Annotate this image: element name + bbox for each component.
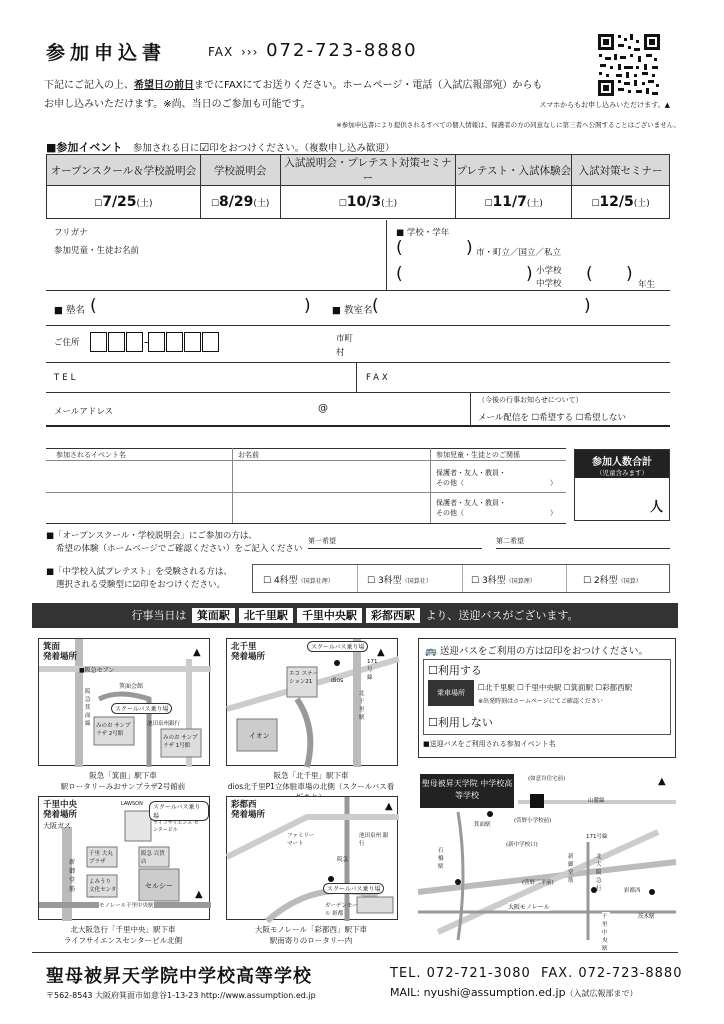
intro-bold: 希望日の前日 (134, 80, 194, 91)
bus-stop-label: スクールバス乗り場 (149, 801, 209, 821)
no-use-label: 利用しない (437, 716, 493, 729)
notice-label: （今後の行事お知らせについて） (478, 396, 583, 404)
checkbox-icon[interactable]: ☐ (210, 199, 220, 209)
grade-field[interactable] (596, 264, 626, 284)
city-options: 市・町立／国立／私立 (476, 248, 562, 258)
count-sub: （児童含みます） (596, 469, 648, 477)
events-table (46, 154, 670, 219)
tel-field[interactable] (96, 366, 346, 388)
city-town-label: 市町 (336, 334, 354, 344)
checkmark-icon: ☑ (132, 580, 141, 590)
event-col-header: 入試説明会・プレテスト対策セミナー (280, 155, 456, 186)
map-minoh (38, 638, 210, 766)
caption-1: 阪急「北千里」駅下車 (273, 771, 349, 780)
north-arrow-icon: ▲ (193, 647, 201, 658)
map-tag (231, 642, 265, 662)
map-label: モノレール千里中央駅 (99, 903, 154, 909)
use-label: 利用する (437, 664, 482, 677)
pretest-option-label: 4科型 (273, 576, 298, 586)
email-domain-field[interactable] (332, 398, 462, 420)
map-label: 阪急 (337, 857, 349, 863)
bus-panel (418, 638, 676, 758)
tel-label: TEL (54, 373, 79, 383)
map-label: イオン (249, 732, 270, 740)
map-tag-2: 発着場所 (231, 810, 266, 820)
postal-digit-box[interactable] (166, 332, 183, 352)
caption-1: 阪急「箕面」駅下車 (89, 771, 157, 780)
pretest-line: ■「中学校入試プレテスト」を受験される方は、 (46, 567, 232, 577)
participant-event-field[interactable] (50, 494, 228, 522)
footer-address: 〒562-8543 大阪府箕面市如意谷1-13-23 http://www.assumption.ed.jp (46, 991, 316, 1000)
postal-digit-box[interactable] (90, 332, 107, 352)
school-label: 聖母被昇天学院 中学校高等学校 (420, 774, 514, 808)
checkbox-icon[interactable]: ☐ (478, 683, 485, 692)
privacy-note: ※参加申込書により提供されるすべての個人情報は、保護者の方の同意なしに第三者へ公開することはございません。 (336, 121, 680, 129)
map-label: 北千里駅 (359, 691, 365, 721)
checkbox-icon[interactable]: ☐ (471, 576, 480, 586)
footer-mail-label: MAIL: (390, 986, 421, 999)
furigana-label: フリガナ (54, 228, 88, 238)
fax-label: FAX (208, 45, 234, 59)
email-label: メールアドレス (54, 407, 114, 417)
paren-open: ( (90, 296, 97, 316)
event-dow: (土) (253, 199, 270, 209)
map-label: dios (331, 677, 344, 684)
at-sign: @ (318, 403, 328, 414)
bus-bar (32, 603, 678, 628)
pretest-option-sub: （国算社理） (297, 578, 334, 585)
footer-mail (390, 986, 638, 999)
map-label: 箕面会館 (119, 683, 144, 690)
fax-number: 072-723-8880 (266, 40, 418, 61)
footer-mail-note: （入試広報部まで） (565, 989, 638, 998)
map-label: 新御堂筋 (69, 859, 76, 893)
paren-close: ) (626, 264, 633, 284)
event-checkbox-cell[interactable] (280, 186, 456, 219)
boarding-label: 乗車場所 (428, 680, 474, 706)
map-tag (43, 800, 77, 820)
postal-digit-box[interactable] (126, 332, 143, 352)
pretest-line: 選択される受験型に (56, 580, 133, 590)
first-choice-field[interactable] (308, 536, 482, 549)
map-label: 千里中央駅 (602, 912, 610, 952)
station-badge: 千里中央駅 (297, 608, 362, 623)
open-school-line: 希望の体験（ホームページでご確認ください）をご記入ください (56, 544, 303, 554)
map-label: 阪急 百貨店 (141, 851, 165, 865)
map-label: 171号線 (367, 659, 378, 681)
boarding-options (478, 682, 632, 693)
map-tag (231, 800, 265, 820)
map-tag-1: 彩都西 (231, 800, 257, 810)
caption-1: 北大阪急行「千里中央」駅下車 (70, 925, 176, 934)
event-dow: (土) (526, 199, 543, 209)
pretest-option-label: 2科型 (593, 576, 618, 586)
classroom-field[interactable] (382, 298, 582, 318)
map-label: 171号線 (586, 834, 608, 840)
map-label: 箕面駅 (474, 822, 491, 828)
bus-note: ※出発時刻はホームページにてご確認ください (478, 698, 603, 705)
postal-code-boxes[interactable] (90, 331, 220, 352)
map-label: (如意谷住宅前) (528, 776, 566, 782)
map-tag-2: 発着場所 (43, 652, 78, 662)
checkbox-icon[interactable]: ☐ (563, 683, 571, 692)
checkbox-icon[interactable]: ☐ (517, 683, 524, 692)
map-caption (38, 924, 208, 946)
fax-arrows: ››› (240, 45, 259, 59)
events-instruction-2: 印をおつけください。（複数申し込み歓迎） (209, 143, 395, 154)
event-checkbox-cell[interactable] (456, 186, 572, 219)
pretest-option[interactable] (471, 573, 536, 586)
pretest-option[interactable] (583, 573, 642, 586)
bus-bar-post: より、送迎バスがございます。 (425, 609, 579, 622)
event-dow: (土) (633, 199, 650, 209)
map-label: エコ ステーション21 (289, 671, 319, 685)
qr-code[interactable] (596, 32, 662, 98)
pretest-line: 印をおつけください。 (140, 580, 226, 590)
pretest-option-label: 3科型 (481, 576, 506, 586)
city-name-field[interactable] (406, 238, 466, 258)
bus-panel-title-2: 印をおつけください。 (552, 646, 648, 657)
map-label: ガーデンモール 彩都 (325, 903, 358, 917)
cram-label: ■ 塾名 (54, 305, 85, 316)
map-label: (萱野三平前) (522, 880, 554, 886)
address-field[interactable] (366, 330, 656, 360)
postal-dash: - (144, 335, 149, 349)
checkbox-icon[interactable]: ☐ (367, 576, 376, 586)
checkbox-icon[interactable]: ☐ (263, 576, 272, 586)
event-col-header: 入試対策セミナー (572, 155, 670, 186)
map-label: みのお サンプラザ 1号館 (163, 735, 198, 749)
col-event: 参加されるイベント名 (56, 451, 126, 459)
events-heading-label: ■参加イベント (46, 141, 123, 154)
pretest-option-sub: （国算理） (505, 578, 536, 585)
events-heading (46, 139, 394, 155)
child-name-label: 参加児童・生徒お名前 (54, 246, 140, 256)
boarding-option[interactable]: 千里中央駅 (523, 683, 562, 692)
event-date: 8/29 (219, 194, 254, 210)
event-checkbox-cell[interactable] (200, 186, 280, 219)
paren-open: ( (372, 296, 379, 316)
relation-close: ） (550, 479, 557, 487)
footer-mail-address[interactable]: nyushi@assumption.ed.jp (423, 986, 566, 999)
count-header (575, 450, 669, 478)
classroom-label: ■ 教室名 (332, 305, 373, 316)
qr-note: スマホからもお申し込みいただけます。▲ (539, 101, 670, 109)
col-relation: 参加児童・生徒とのご関係 (436, 451, 520, 459)
footer-school-name: 聖母被昇天学院中学校高等学校 (46, 966, 312, 987)
participant-count-box[interactable] (574, 449, 670, 521)
second-choice-field[interactable] (496, 536, 670, 549)
map-label: ファミリー マート (287, 833, 315, 847)
map-tag (43, 642, 77, 662)
checkbox-icon[interactable]: ☐ (575, 413, 584, 423)
relation-text: 保護者・友人・教員・ (436, 499, 506, 507)
paren-open: ( (586, 264, 593, 284)
map-label: 大阪モノレール (508, 904, 550, 911)
child-name-field[interactable] (166, 226, 376, 286)
no-use-option[interactable] (428, 714, 493, 730)
event-dow: (土) (381, 199, 398, 209)
caption-2: 駅南寄りのロータリー内 (269, 936, 353, 945)
paren-close: ) (304, 296, 311, 316)
village-label: 村 (336, 348, 345, 358)
postal-digit-box[interactable] (202, 332, 219, 352)
second-choice-label: 第二希望 (496, 537, 524, 545)
north-arrow-icon: ▲ (658, 776, 666, 787)
pretest-option[interactable] (263, 573, 334, 586)
boarding-option[interactable]: 彩都西駅 (602, 683, 633, 692)
map-label: ライフサイエンス センタービル (153, 820, 199, 833)
form-title: 参加申込書 (46, 42, 167, 64)
event-checkbox-cell[interactable] (572, 186, 670, 219)
caption-2: 駅ロータリーみおサンプラザ2号館前 (60, 782, 186, 791)
junior-label: 中学校 (536, 279, 562, 289)
map-tag-2: 発着場所 (43, 810, 78, 820)
pretest-option-sub: （国算社） (401, 578, 432, 585)
map-saitonishi (226, 796, 398, 920)
map-tag-2: 発着場所 (231, 652, 266, 662)
map-label: 北大阪急行 (596, 854, 602, 892)
map-label: 池田泉州銀行 (147, 721, 181, 727)
checkbox-icon[interactable]: ☐ (595, 683, 603, 692)
map-label: よみうり 文化センター (89, 879, 117, 901)
count-unit: 人 (649, 500, 663, 515)
boarding-option[interactable]: 北千里駅 (484, 683, 515, 692)
pretest-options (252, 564, 670, 593)
school-name-field[interactable] (406, 264, 526, 284)
caption-1: 大阪モノレール「彩都西」駅下車 (255, 925, 367, 934)
checkbox-icon[interactable]: ☐ (591, 199, 600, 209)
pretest-option-sub: （国算） (617, 578, 642, 585)
bus-icon: 🚌 (425, 646, 437, 657)
intro-part: までにFAXにてお送りください。ホームページ・電話（入試広報部宛）からも (194, 80, 543, 91)
map-tag-1: 千里中央 (43, 800, 78, 810)
event-date: 7/25 (102, 194, 137, 210)
grade-label: 年生 (638, 280, 656, 290)
first-choice-label: 第一希望 (308, 537, 336, 545)
north-arrow-icon: ▲ (385, 801, 393, 812)
map-label: 茨木駅 (638, 914, 655, 920)
bus-bar-pre: 行事当日は (131, 609, 187, 622)
address-label: ご住所 (54, 338, 80, 348)
mail-delivery-label: メール配信を (478, 413, 529, 423)
relation-close: ） (550, 509, 557, 517)
paren-close: ) (584, 296, 591, 316)
map-label: みのお サンプラザ 2号館 (96, 723, 131, 737)
footer-fax: FAX. 072-723-8880 (541, 966, 683, 981)
count-title: 参加人数合計 (592, 457, 652, 468)
north-arrow-icon: ▲ (377, 647, 385, 658)
checkbox-icon[interactable]: ☐ (583, 576, 592, 586)
map-label: 池田泉州 銀行 (359, 833, 389, 847)
bus-stop-label: スクールバス乗り場 (307, 641, 368, 652)
event-date: 12/5 (599, 194, 634, 210)
caption-2: ライフサイエンスセンタービル北側 (63, 936, 183, 945)
paren-close: ) (466, 238, 473, 258)
postal-digit-box[interactable] (184, 332, 201, 352)
checkbox-icon[interactable]: ☐ (484, 199, 493, 209)
relation-text: 保護者・友人・教員・ (436, 469, 506, 477)
mail-delivery (478, 411, 626, 423)
cram-field[interactable] (100, 298, 300, 318)
pretest-option-label: 3科型 (377, 576, 402, 586)
map-label: (萱野小学校前) (514, 818, 552, 824)
event-checkbox-cell[interactable] (47, 186, 201, 219)
bus-panel-title (425, 643, 648, 657)
north-arrow-icon: ▲ (195, 889, 203, 900)
boarding-option[interactable]: 箕面駅 (570, 683, 593, 692)
relation-other: その他（ (436, 479, 464, 487)
map-label: 石橋駅 (438, 848, 444, 870)
map-tag-1: 箕面 (43, 642, 61, 652)
not-want-option[interactable]: 希望しない (583, 413, 627, 423)
paren-close: ) (526, 264, 533, 284)
map-caption (38, 770, 208, 792)
caption-2: dios北千里P1立体駐車場の北側（スクールバス看 (227, 782, 395, 791)
checkbox-icon[interactable]: ☐ (428, 664, 438, 677)
map-caption (226, 924, 396, 946)
map-kitasenri (226, 638, 398, 766)
school-grade-label: ■ 学校・学年 (396, 228, 450, 238)
map-label: 千里 大丸プラザ (89, 851, 113, 865)
bus-events-note: ■送迎バスをご利用される参加イベント名 (423, 740, 556, 748)
map-label: セルシー (145, 882, 173, 890)
postal-digit-box[interactable] (148, 332, 165, 352)
event-dow: (土) (136, 199, 153, 209)
events-instruction: 参加される日に (132, 143, 200, 154)
map-label: 山麓線 (588, 798, 605, 804)
footer-phone (390, 966, 682, 981)
station-badge: 彩都西駅 (366, 608, 420, 623)
applicant-form (46, 220, 670, 427)
map-label: 大阪ガス (43, 822, 71, 830)
map-label: 彩都西 (624, 888, 641, 894)
use-option[interactable] (428, 662, 482, 678)
pretest-text (46, 566, 232, 592)
map-label: ■阪急セブン (79, 667, 115, 674)
fax-label: FAX (366, 373, 391, 383)
participant-name-field[interactable] (236, 462, 426, 490)
postal-digit-box[interactable] (108, 332, 125, 352)
want-option[interactable]: 希望する (539, 413, 574, 423)
bus-stop-label: スクールバス乗り場 (111, 703, 172, 714)
email-local-field[interactable] (126, 398, 316, 420)
participant-event-field[interactable] (50, 462, 228, 490)
event-col-header: オープンスクール＆学校説明会 (47, 155, 201, 186)
checkbox-icon[interactable]: ☐ (94, 199, 103, 209)
map-school (418, 772, 676, 952)
event-col-header: 学校説明会 (200, 155, 280, 186)
checkbox-icon[interactable]: ☐ (428, 716, 438, 729)
intro-text (44, 76, 564, 114)
bus-options-box (423, 659, 671, 735)
elementary-label: 小学校 (536, 266, 562, 276)
footer-tel: TEL. 072-721-3080 (390, 966, 531, 981)
station-badge: 箕面駅 (192, 608, 235, 623)
map-label: 阪急箕面線 (85, 689, 91, 727)
station-badge: 北千里駅 (239, 608, 293, 623)
map-tag-1: 北千里 (231, 642, 257, 652)
participant-name-field[interactable] (236, 494, 426, 522)
open-school-line: ■「オープンスクール・学校説明会」にご参加の方は、 (46, 531, 257, 541)
relation-other: その他（ (436, 509, 464, 517)
map-label: 新御堂筋 (568, 854, 574, 884)
fax-field[interactable] (406, 366, 656, 388)
paren-open: ( (396, 238, 403, 258)
map-senrichuo (38, 796, 210, 920)
footer-divider (32, 952, 678, 953)
bus-panel-title-1: 送迎バスをご利用の方は (439, 646, 545, 657)
bus-stop-label: スクールバス乗り場 (323, 883, 384, 894)
col-name: お名前 (238, 451, 259, 459)
event-col-header: プレテスト・入試体験会 (456, 155, 572, 186)
map-label: LAWSON (121, 801, 143, 807)
checkmark-icon: ☑ (544, 646, 553, 657)
checkbox-icon[interactable]: ☐ (531, 413, 540, 423)
checkbox-icon[interactable]: ☐ (338, 199, 347, 209)
checkmark-icon: ☑ (199, 141, 210, 154)
event-date: 11/7 (492, 194, 527, 210)
pretest-option[interactable] (367, 573, 432, 586)
intro-part: お申し込みいただけます。※尚、当日のご参加も可能です。 (44, 99, 311, 110)
map-label: (新中学校口) (506, 842, 538, 848)
paren-open: ( (396, 264, 403, 284)
event-date: 10/3 (346, 194, 382, 210)
fax-heading (208, 40, 418, 61)
open-school-text (46, 530, 302, 556)
intro-part: 下記にご記入の上、 (44, 80, 134, 91)
